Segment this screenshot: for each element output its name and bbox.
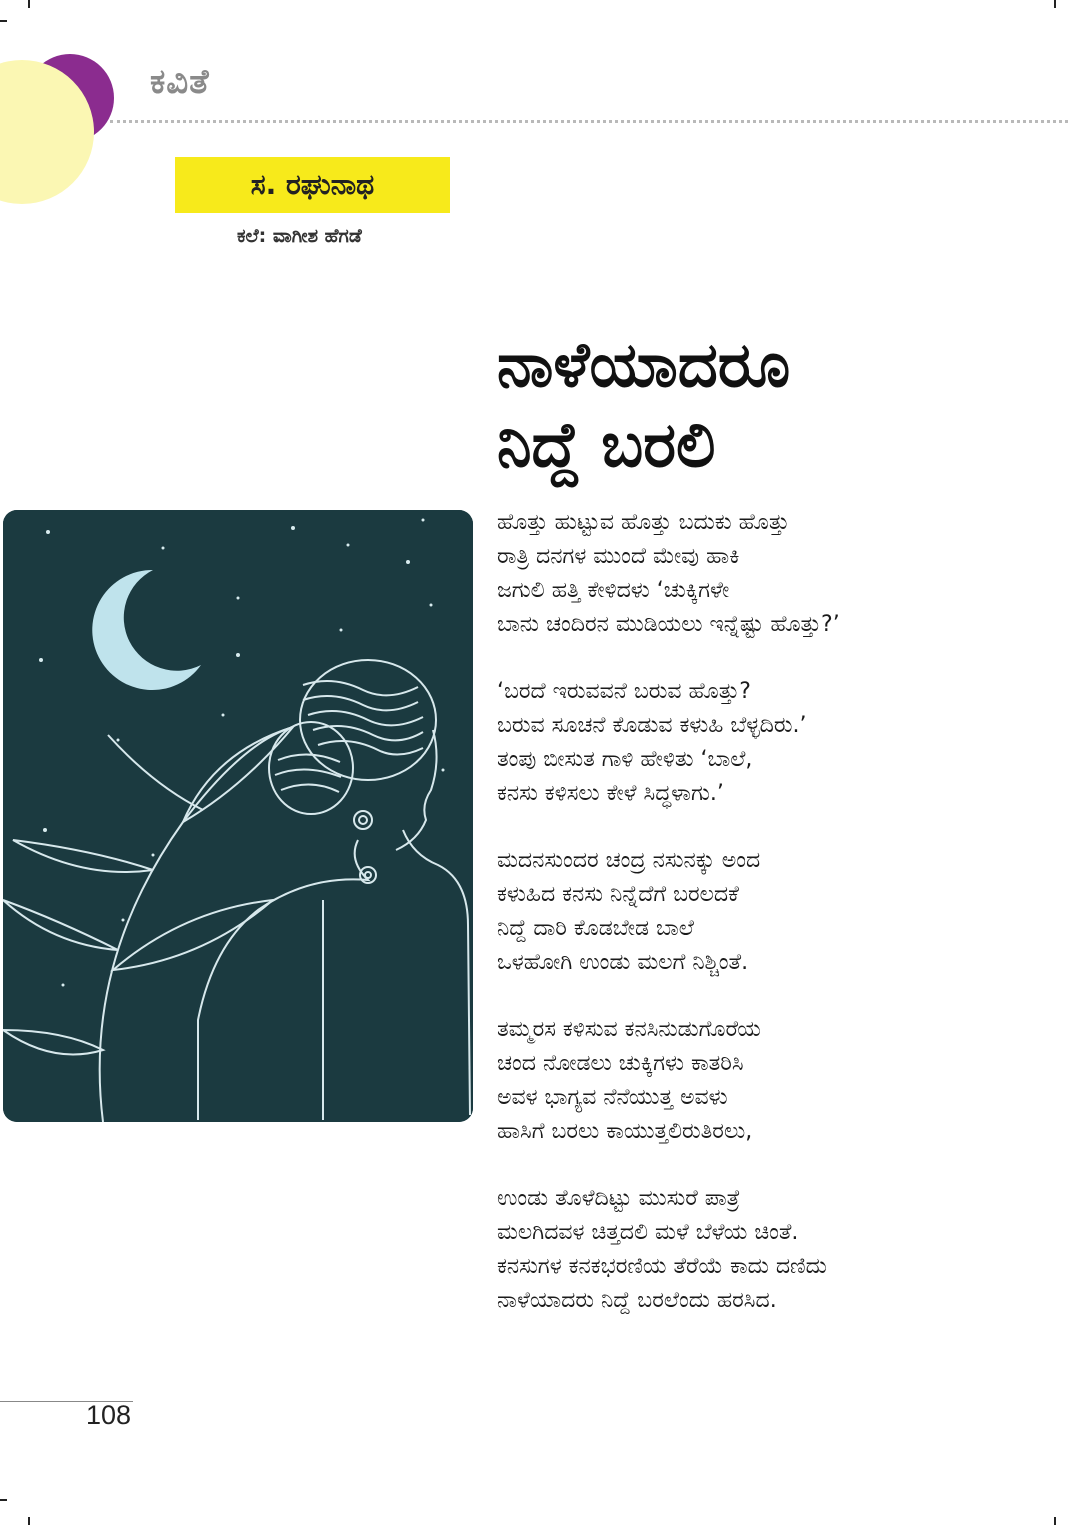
- poem-line: ಒಳಹೋಗಿ ಉಂಡು ಮಲಗೆ ನಿಶ್ಚಿಂತೆ.: [497, 950, 749, 975]
- poem-line: ನಾಳೆಯಾದರು ನಿದ್ದೆ ಬರಲೆಂದು ಹರಸಿದ.: [497, 1288, 777, 1313]
- crop-mark-left-top: [0, 20, 7, 22]
- poem-body: [497, 506, 1057, 1351]
- poem-line: ಮದನಸುಂದರ ಚಂದ್ರ ನಸುನಕ್ಕು ಅಂದ: [497, 848, 761, 873]
- poem-title-line-1: ನಾಳೆಯಾದರೂ: [497, 328, 791, 401]
- poem-line: ಕನಸುಗಳ ಕನಕಭರಣಿಯ ತೆರೆಯೆ ಕಾದು ದಣಿದು: [497, 1254, 827, 1279]
- author-highlight-box: [175, 157, 450, 213]
- stanza-5: [497, 1182, 1057, 1318]
- crop-mark-top-left: [28, 0, 30, 8]
- section-label: ಕವಿತೆ: [150, 62, 210, 102]
- stanza-3: [497, 844, 1057, 980]
- poem-line: ‘ಬರದೆ ಇರುವವನೆ ಬರುವ ಹೊತ್ತು?: [497, 679, 751, 704]
- poem-line: ಉಂಡು ತೊಳೆದಿಟ್ಟು ಮುಸುರೆ ಪಾತ್ರೆ: [497, 1186, 741, 1211]
- poem-line: ನಿದ್ದೆ ದಾರಿ ಕೊಡಬೇಡ ಬಾಲೆ: [497, 916, 694, 941]
- art-credit: ಕಲೆ: ವಾಗೀಶ ಹೆಗಡೆ: [237, 225, 362, 247]
- moon-woman-illustration: [3, 510, 473, 1122]
- poem-line: ಅವಳ ಭಾಗ್ಯವ ನೆನೆಯುತ್ತ ಅವಳು: [497, 1085, 728, 1110]
- poem-line: ಮಲಗಿದವಳ ಚಿತ್ತದಲಿ ಮಳೆ ಬೆಳೆಯ ಚಿಂತೆ.: [497, 1220, 799, 1245]
- stanza-1: [497, 506, 1057, 642]
- poem-title: [497, 325, 1037, 485]
- poem-line: ಕನಸು ಕಳಿಸಲು ಕೇಳೆ ಸಿದ್ಧಳಾಗು.’: [497, 781, 724, 806]
- poem-line: ಹೊತ್ತು ಹುಟ್ಟುವ ಹೊತ್ತು ಬದುಕು ಹೊತ್ತು: [497, 510, 790, 535]
- poem-line: ರಾತ್ರಿ ದನಗಳ ಮುಂದೆ ಮೇವು ಹಾಕಿ: [497, 544, 740, 569]
- crop-mark-bottom-left: [28, 1517, 30, 1525]
- poem-line: ಚಂದ ನೋಡಲು ಚುಕ್ಕಿಗಳು ಕಾತರಿಸಿ: [497, 1051, 744, 1076]
- poem-line: ತಂಪು ಬೀಸುತ ಗಾಳಿ ಹೇಳಿತು ‘ಬಾಲೆ,: [497, 747, 753, 772]
- dotted-divider: [110, 120, 1068, 123]
- decorative-circles: [0, 40, 140, 220]
- page-number: 108: [86, 1400, 132, 1430]
- crop-mark-left-bottom: [0, 1499, 7, 1501]
- crop-mark-bottom-right: [1054, 1517, 1056, 1525]
- poem-line: ತಮ್ಮರಸ ಕಳಿಸುವ ಕನಸಿನುಡುಗೊರೆಯ: [497, 1017, 761, 1042]
- poem-line: ಜಗುಲಿ ಹತ್ತಿ ಕೇಳಿದಳು ‘ಚುಕ್ಕಿಗಳೇ: [497, 578, 730, 603]
- poem-line: ಬಾನು ಚಂದಿರನ ಮುಡಿಯಲು ಇನ್ನೆಷ್ಟು ಹೊತ್ತು?’: [497, 612, 840, 637]
- crop-mark-top-right: [1054, 0, 1056, 8]
- poem-line: ಹಾಸಿಗೆ ಬರಲು ಕಾಯುತ್ತಲಿರುತಿರಲು,: [497, 1119, 753, 1144]
- stanza-4: [497, 1013, 1057, 1149]
- stanza-2: [497, 675, 1057, 811]
- author-name: ಸ. ರಘುನಾಥ: [250, 168, 375, 201]
- poem-line: ಬರುವ ಸೂಚನೆ ಕೊಡುವ ಕಳುಹಿ ಬೆಳ್ಳದಿರು.’: [497, 713, 807, 738]
- poem-title-line-2: ನಿದ್ದೆ ಬರಲಿ: [497, 408, 716, 481]
- illustration-svg: [3, 510, 473, 1122]
- poem-line: ಕಳುಹಿದ ಕನಸು ನಿನ್ನೆದೆಗೆ ಬರಲದಕೆ: [497, 882, 739, 907]
